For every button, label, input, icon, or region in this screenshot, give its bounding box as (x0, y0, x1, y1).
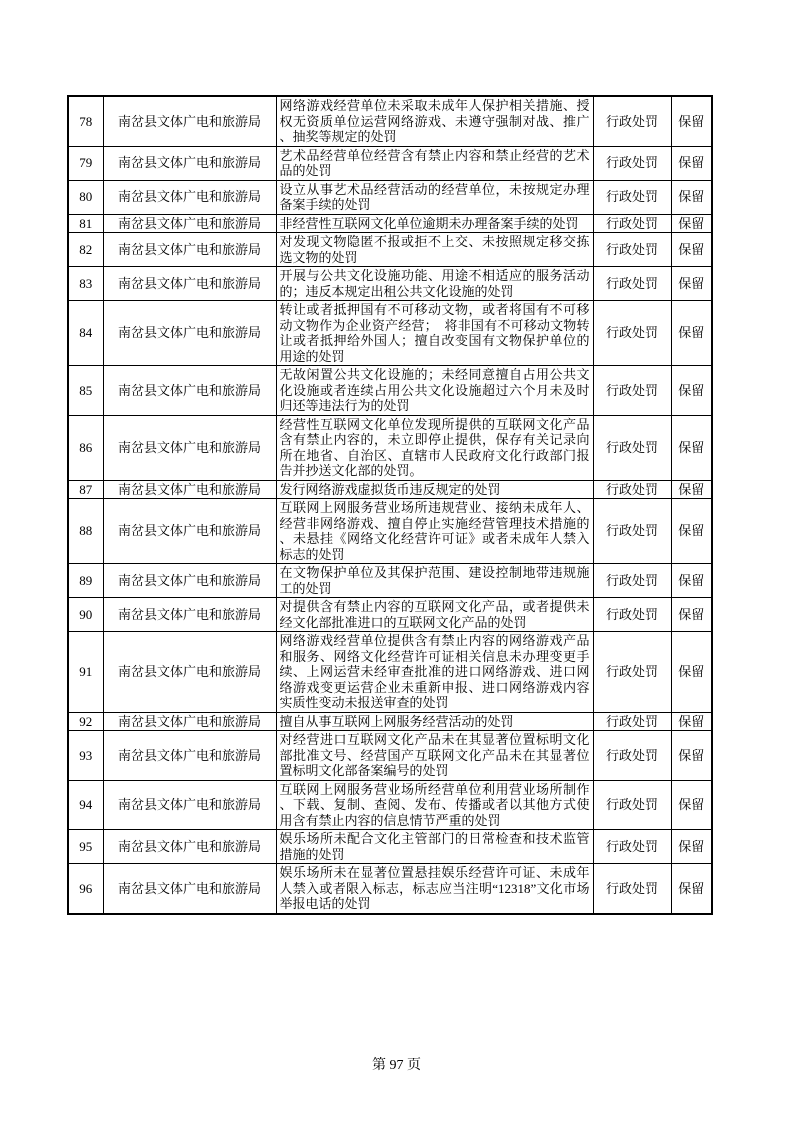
category-cell: 行政处罚 (593, 480, 671, 499)
department-cell: 南岔县文体广电和旅游局 (103, 233, 276, 267)
item-cell: 在文物保护单位及其保护范围、建设控制地带违规施工的处罚 (276, 564, 593, 598)
row-number-cell: 86 (68, 415, 103, 480)
status-cell: 保留 (671, 301, 712, 366)
penalty-table (67, 95, 713, 915)
table-row (68, 366, 712, 416)
status-cell: 保留 (671, 499, 712, 564)
table-row (68, 731, 712, 781)
department-cell: 南岔县文体广电和旅游局 (103, 564, 276, 598)
table-row (68, 564, 712, 598)
row-number-cell: 81 (68, 214, 103, 233)
row-number-cell: 78 (68, 96, 103, 146)
category-cell: 行政处罚 (593, 366, 671, 416)
status-cell: 保留 (671, 366, 712, 416)
item-cell: 经营性互联网文化单位发现所提供的互联网文化产品含有禁止内容的，未立即停止提供，保存有关记录向所在地省、自治区、直辖市人民政府文化行政部门报告并抄送文化部的处罚。 (276, 415, 593, 480)
category-cell: 行政处罚 (593, 146, 671, 180)
status-cell: 保留 (671, 146, 712, 180)
category-cell: 行政处罚 (593, 96, 671, 146)
row-number-cell: 85 (68, 366, 103, 416)
category-cell: 行政处罚 (593, 632, 671, 713)
table-row (68, 267, 712, 301)
table-row (68, 214, 712, 233)
row-number-cell: 94 (68, 780, 103, 830)
status-cell: 保留 (671, 480, 712, 499)
row-number-cell: 79 (68, 146, 103, 180)
table-row (68, 96, 712, 146)
item-cell: 开展与公共文化设施功能、用途不相适应的服务活动的；违反本规定出租公共文化设施的处罚 (276, 267, 593, 301)
row-number-cell: 88 (68, 499, 103, 564)
department-cell: 南岔县文体广电和旅游局 (103, 864, 276, 914)
department-cell: 南岔县文体广电和旅游局 (103, 214, 276, 233)
category-cell: 行政处罚 (593, 864, 671, 914)
department-cell: 南岔县文体广电和旅游局 (103, 415, 276, 480)
row-number-cell: 89 (68, 564, 103, 598)
row-number-cell: 83 (68, 267, 103, 301)
category-cell: 行政处罚 (593, 564, 671, 598)
status-cell: 保留 (671, 712, 712, 731)
row-number-cell: 90 (68, 598, 103, 632)
department-cell: 南岔县文体广电和旅游局 (103, 267, 276, 301)
category-cell: 行政处罚 (593, 301, 671, 366)
status-cell: 保留 (671, 96, 712, 146)
item-cell: 转让或者抵押国有不可移动文物，或者将国有不可移动文物作为企业资产经营； 将非国有不可移动文物转让或者抵押给外国人；擅自改变国有文物保护单位的用途的处罚 (276, 301, 593, 366)
status-cell: 保留 (671, 214, 712, 233)
page-footer (0, 1054, 793, 1074)
category-cell: 行政处罚 (593, 233, 671, 267)
department-cell: 南岔县文体广电和旅游局 (103, 96, 276, 146)
category-cell: 行政处罚 (593, 180, 671, 214)
department-cell: 南岔县文体广电和旅游局 (103, 598, 276, 632)
category-cell: 行政处罚 (593, 267, 671, 301)
table-row (68, 480, 712, 499)
category-cell: 行政处罚 (593, 731, 671, 781)
item-cell: 娱乐场所未配合文化主管部门的日常检查和技术监管措施的处罚 (276, 830, 593, 864)
page-number: 第 97 页 (372, 1058, 421, 1073)
item-cell: 网络游戏经营单位提供含有禁止内容的网络游戏产品和服务、网络文化经营许可证相关信息未办理变更手续、上网运营未经审查批准的进口网络游戏、进口网络游戏变更运营企业未重新申报、进口网络游戏内容实质性变动未报送审查的处罚 (276, 632, 593, 713)
department-cell: 南岔县文体广电和旅游局 (103, 712, 276, 731)
table-row (68, 598, 712, 632)
department-cell: 南岔县文体广电和旅游局 (103, 731, 276, 781)
row-number-cell: 95 (68, 830, 103, 864)
row-number-cell: 92 (68, 712, 103, 731)
row-number-cell: 91 (68, 632, 103, 713)
category-cell: 行政处罚 (593, 214, 671, 233)
status-cell: 保留 (671, 632, 712, 713)
item-cell: 对提供含有禁止内容的互联网文化产品，或者提供未经文化部批准进口的互联网文化产品的处罚 (276, 598, 593, 632)
status-cell: 保留 (671, 830, 712, 864)
category-cell: 行政处罚 (593, 598, 671, 632)
item-cell: 娱乐场所未在显著位置悬挂娱乐经营许可证、未成年人禁入或者限入标志，标志应当注明“12318”文化市场举报电话的处罚 (276, 864, 593, 914)
row-number-cell: 84 (68, 301, 103, 366)
row-number-cell: 93 (68, 731, 103, 781)
item-cell: 对经营进口互联网文化产品未在其显著位置标明文化部批准文号、经营国产互联网文化产品未在其显著位置标明文化部备案编号的处罚 (276, 731, 593, 781)
department-cell: 南岔县文体广电和旅游局 (103, 499, 276, 564)
status-cell: 保留 (671, 180, 712, 214)
status-cell: 保留 (671, 233, 712, 267)
table-row (68, 146, 712, 180)
category-cell: 行政处罚 (593, 712, 671, 731)
table-row (68, 864, 712, 914)
status-cell: 保留 (671, 731, 712, 781)
item-cell: 互联网上网服务营业场所经营单位利用营业场所制作、下载、复制、查阅、发布、传播或者以其他方式使用含有禁止内容的信息情节严重的处罚 (276, 780, 593, 830)
category-cell: 行政处罚 (593, 780, 671, 830)
item-cell: 对发现文物隐匿不报或拒不上交、未按照规定移交拣选文物的处罚 (276, 233, 593, 267)
status-cell: 保留 (671, 598, 712, 632)
row-number-cell: 87 (68, 480, 103, 499)
item-cell: 擅自从事互联网上网服务经营活动的处罚 (276, 712, 593, 731)
item-cell: 发行网络游戏虚拟货币违反规定的处罚 (276, 480, 593, 499)
row-number-cell: 80 (68, 180, 103, 214)
table-row (68, 830, 712, 864)
table-row (68, 180, 712, 214)
table-row (68, 233, 712, 267)
table-row (68, 632, 712, 713)
status-cell: 保留 (671, 564, 712, 598)
row-number-cell: 96 (68, 864, 103, 914)
table-row (68, 780, 712, 830)
table-row (68, 415, 712, 480)
department-cell: 南岔县文体广电和旅游局 (103, 366, 276, 416)
department-cell: 南岔县文体广电和旅游局 (103, 632, 276, 713)
status-cell: 保留 (671, 415, 712, 480)
penalty-table-body (68, 96, 712, 914)
department-cell: 南岔县文体广电和旅游局 (103, 146, 276, 180)
category-cell: 行政处罚 (593, 415, 671, 480)
category-cell: 行政处罚 (593, 830, 671, 864)
item-cell: 艺术品经营单位经营含有禁止内容和禁止经营的艺术品的处罚 (276, 146, 593, 180)
status-cell: 保留 (671, 864, 712, 914)
table-row (68, 499, 712, 564)
category-cell: 行政处罚 (593, 499, 671, 564)
item-cell: 设立从事艺术品经营活动的经营单位，未按规定办理备案手续的处罚 (276, 180, 593, 214)
status-cell: 保留 (671, 780, 712, 830)
table-row (68, 301, 712, 366)
table-row (68, 712, 712, 731)
item-cell: 互联网上网服务营业场所违规营业、接纳未成年人、经营非网络游戏、擅自停止实施经营管理技术措施的、未悬挂《网络文化经营许可证》或者未成年人禁入标志的处罚 (276, 499, 593, 564)
item-cell: 网络游戏经营单位未采取未成年人保护相关措施、授权无资质单位运营网络游戏、未遵守强制对战、推广、抽奖等规定的处罚 (276, 96, 593, 146)
item-cell: 非经营性互联网文化单位逾期未办理备案手续的处罚 (276, 214, 593, 233)
status-cell: 保留 (671, 267, 712, 301)
item-cell: 无故闲置公共文化设施的；未经同意擅自占用公共文化设施或者连续占用公共文化设施超过六个月未及时归还等违法行为的处罚 (276, 366, 593, 416)
department-cell: 南岔县文体广电和旅游局 (103, 480, 276, 499)
department-cell: 南岔县文体广电和旅游局 (103, 830, 276, 864)
department-cell: 南岔县文体广电和旅游局 (103, 180, 276, 214)
row-number-cell: 82 (68, 233, 103, 267)
department-cell: 南岔县文体广电和旅游局 (103, 780, 276, 830)
department-cell: 南岔县文体广电和旅游局 (103, 301, 276, 366)
